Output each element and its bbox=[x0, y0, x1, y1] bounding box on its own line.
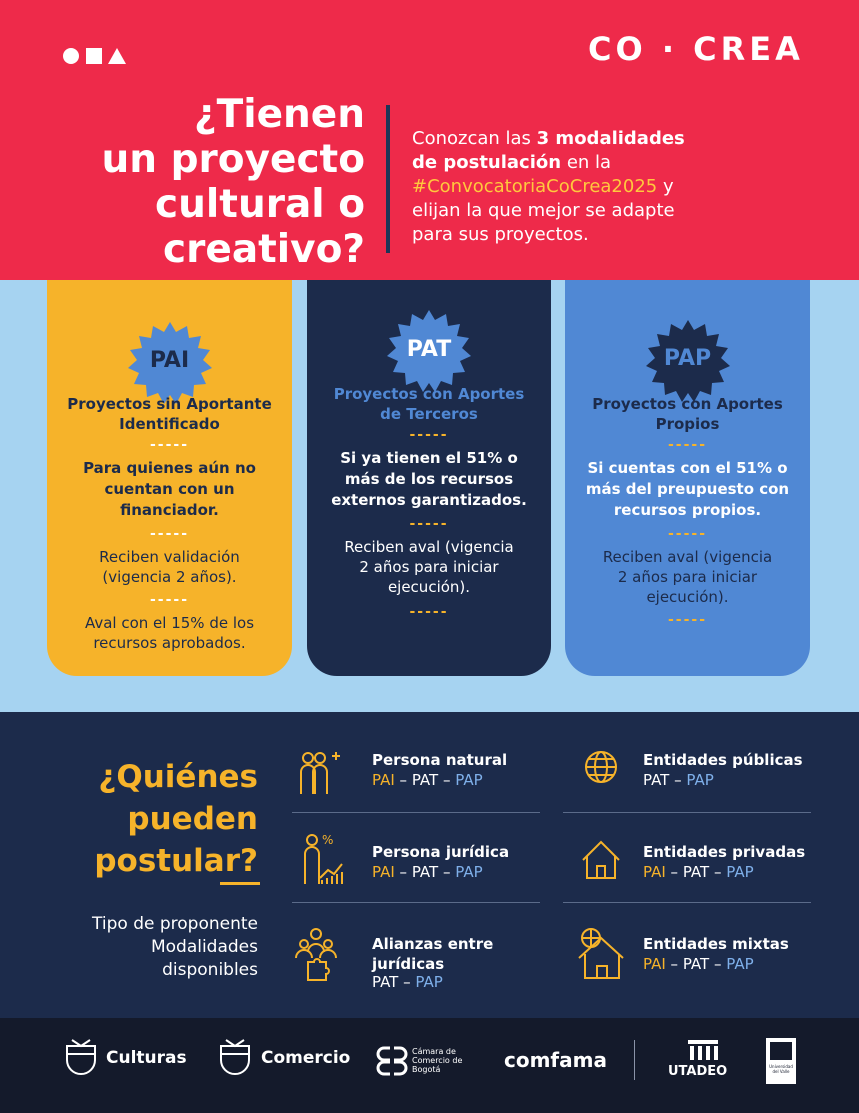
applicant-persona-natural bbox=[292, 750, 542, 830]
card-text: Reciben aval (vigencia 2 años para iniciar ejecución). bbox=[602, 548, 773, 606]
entry-title: Persona natural bbox=[372, 751, 508, 769]
who-title: ¿Quiénes pueden postular? bbox=[94, 759, 258, 879]
dash-separator: ----- bbox=[409, 604, 449, 620]
entry-title: Entidades mixtas bbox=[643, 935, 789, 953]
applicant-entidades-mixtas bbox=[563, 934, 813, 1014]
univalle-emblem-icon bbox=[770, 1042, 792, 1060]
hashtag: #ConvocatoriaCoCrea2025 bbox=[412, 176, 658, 197]
shapes-logo-icon bbox=[62, 45, 132, 67]
group-puzzle-icon bbox=[292, 934, 342, 990]
person-chart-icon bbox=[292, 833, 342, 898]
page-title: ¿Tienen un proyecto cultural o creativo? bbox=[101, 92, 365, 272]
logo-utadeo: UTADEO bbox=[668, 1064, 728, 1079]
card-text: Aval con el 15% de los recursos aprobados. bbox=[84, 614, 255, 652]
badge-code: PAI bbox=[149, 348, 190, 373]
title-divider bbox=[386, 105, 390, 253]
card-title: Proyectos sin Aportante Identificado bbox=[67, 395, 272, 433]
house-globe-icon bbox=[563, 934, 613, 990]
entry-title: Alianzas entre jurídicas bbox=[372, 935, 494, 973]
title-underline bbox=[220, 882, 260, 885]
dash-separator: ----- bbox=[149, 526, 190, 542]
applicant-alianzas bbox=[292, 934, 542, 1014]
dash-separator: ----- bbox=[149, 437, 190, 453]
colombia-shield-icon bbox=[216, 1038, 254, 1080]
logo-comercio: Comercio bbox=[261, 1048, 351, 1068]
card-pai bbox=[47, 280, 292, 676]
dash-separator: ----- bbox=[409, 516, 449, 532]
entry-modalities: PAI – PAT – PAP bbox=[372, 863, 483, 881]
ccb-logo-icon bbox=[376, 1044, 408, 1076]
entry-title: Entidades privadas bbox=[643, 843, 806, 861]
entry-modalities: PAI – PAT – PAP bbox=[372, 771, 483, 789]
entry-title: Entidades públicas bbox=[643, 751, 803, 769]
dash-separator: ----- bbox=[149, 592, 190, 608]
globe-icon bbox=[563, 750, 613, 806]
entry-title: Persona jurídica bbox=[372, 843, 510, 861]
card-highlight: Para quienes aún no cuentan con un financiador. bbox=[83, 459, 256, 519]
dash-separator: ----- bbox=[667, 526, 708, 542]
card-pap bbox=[565, 280, 810, 676]
applicant-entidades-publicas bbox=[563, 750, 813, 830]
sponsors-footer bbox=[0, 1018, 859, 1113]
univalle-logo-box bbox=[766, 1038, 796, 1084]
card-text: Reciben aval (vigencia 2 años para iniciar ejecución). bbox=[344, 538, 514, 596]
card-text: Reciben validación (vigencia 2 años). bbox=[99, 548, 240, 586]
applicant-persona-juridica bbox=[292, 833, 542, 922]
colombia-shield-icon bbox=[62, 1038, 100, 1080]
entry-modalities: PAI – PAT – PAP bbox=[643, 863, 754, 881]
logo-divider bbox=[634, 1040, 635, 1080]
badge-code: PAT bbox=[406, 337, 452, 362]
utadeo-building-icon bbox=[686, 1040, 720, 1060]
logo-univalle: Universidad del Valle bbox=[769, 1064, 793, 1074]
people-plus-icon bbox=[292, 750, 342, 806]
modalities-section bbox=[0, 280, 859, 712]
intro-text: Conozcan las 3 modalidades de postulación en la #ConvocatoriaCoCrea2025 y elijan la que mejor se adapte para sus proyectos. bbox=[412, 128, 685, 245]
logo-camara-comercio: Cámara de Comercio de Bogotá bbox=[412, 1047, 463, 1074]
entry-modalities: PAT – PAP bbox=[643, 771, 714, 789]
badge-code: PAP bbox=[663, 346, 712, 371]
house-icon bbox=[563, 842, 613, 898]
logo-comfama: comfama bbox=[504, 1048, 607, 1072]
dash-separator: ----- bbox=[409, 427, 449, 443]
who-subtitle: Tipo de proponente Modalidades disponibles bbox=[92, 914, 258, 980]
card-highlight: Si cuentas con el 51% o más del preupuesto con recursos propios. bbox=[585, 459, 790, 519]
logo-culturas: Culturas bbox=[106, 1048, 187, 1068]
entry-modalities: PAT – PAP bbox=[372, 973, 443, 991]
cocrea-brand-logo: CO · CREA bbox=[588, 30, 804, 68]
entry-modalities: PAI – PAT – PAP bbox=[643, 955, 754, 973]
card-pat bbox=[307, 280, 551, 676]
card-title: Proyectos con Aportes de Terceros bbox=[333, 385, 525, 423]
svg-text:%: % bbox=[322, 833, 334, 847]
dash-separator: ----- bbox=[667, 612, 708, 628]
card-highlight: Si ya tienen el 51% o más de los recursos externos garantizados. bbox=[331, 449, 527, 509]
applicant-entidades-privadas bbox=[563, 842, 813, 922]
dash-separator: ----- bbox=[667, 437, 708, 453]
card-title: Proyectos con Aportes Propios bbox=[592, 395, 783, 433]
